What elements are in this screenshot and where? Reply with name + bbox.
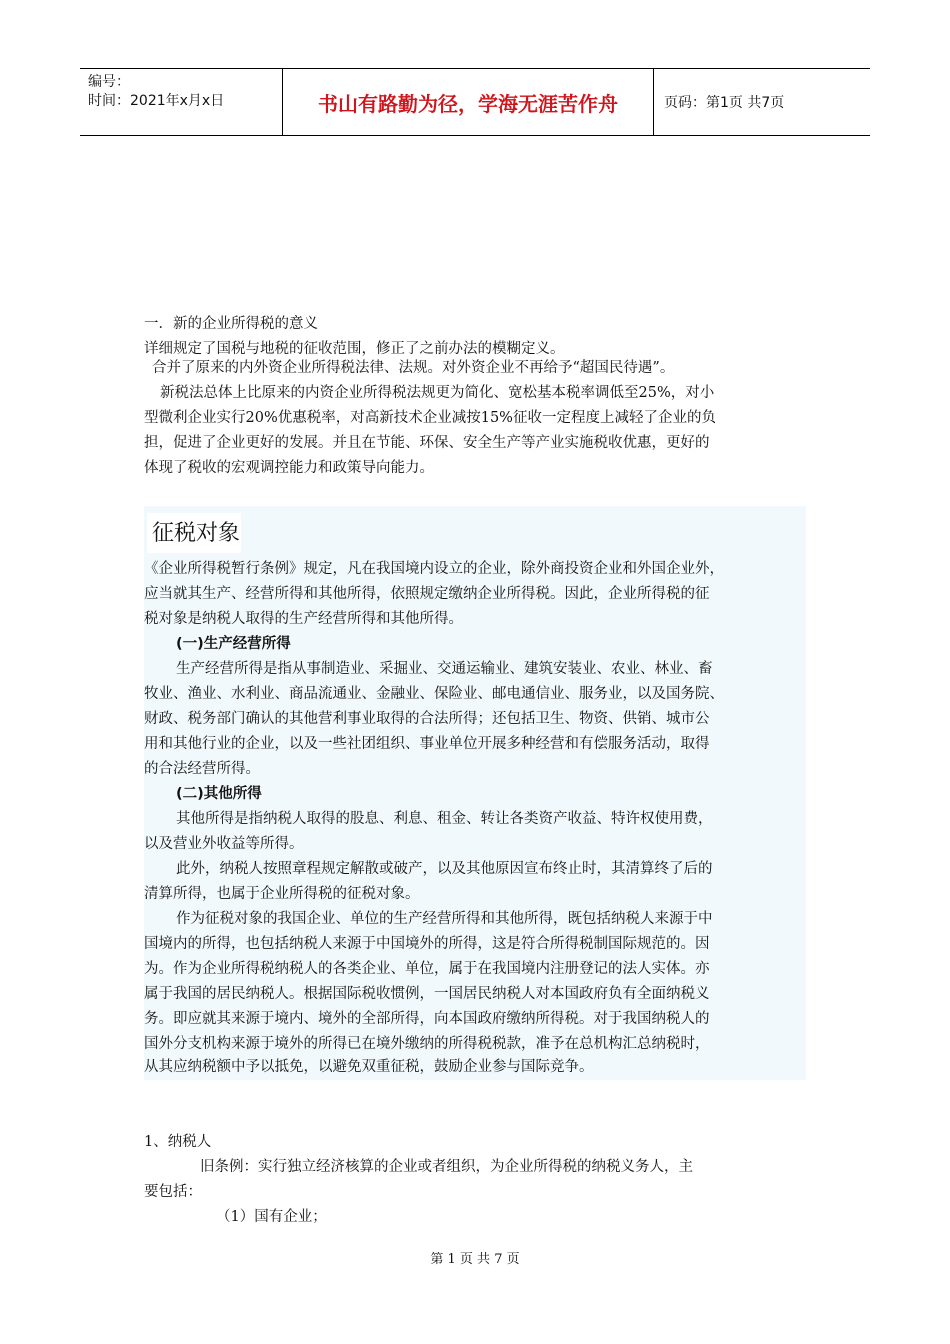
section-line: 生产经营所得是指从事制造业、采掘业、交通运输业、建筑安装业、农业、林业、畜 <box>176 661 713 677</box>
taxpayer-line: 要包括： <box>144 1184 202 1200</box>
intro-paragraph: 详细规定了国税与地税的征收范围，修正了之前办法的模糊定义。 <box>144 341 565 357</box>
section-line: 清算所得，也属于企业所得税的征税对象。 <box>144 886 420 902</box>
section-line: 作为征税对象的我国企业、单位的生产经营所得和其他所得，既包括纳税人来源于中 <box>176 911 713 927</box>
intro-paragraph: 新税法总体上比原来的内资企业所得税法规更为简化、宽松基本税率调低至25%，对小 <box>160 385 715 401</box>
section-line: 为。作为企业所得税纳税人的各类企业、单位，属于在我国境内注册登记的法人实体。亦 <box>144 961 710 977</box>
section-line: 以及营业外收益等所得。 <box>144 836 304 852</box>
section-line: 国外分支机构来源于境外的所得已在境外缴纳的所得税税款，准予在总机构汇总纳税时， <box>144 1036 710 1052</box>
subheading-business-income: (一)生产经营所得 <box>176 636 291 652</box>
document-date: 时间：2021年x月x日 <box>88 93 225 109</box>
intro-heading: 一．新的企业所得税的意义 <box>144 316 318 332</box>
header-motto: 书山有路勤为径，学海无涯苦作舟 <box>282 69 654 135</box>
intro-paragraph: 合并了原来的内外资企业所得税法律、法规。对外资企业不再给予“超国民待遇”。 <box>152 360 675 376</box>
section-line: 此外，纳税人按照章程规定解散或破产，以及其他原因宣布终止时，其清算终了后的 <box>176 861 713 877</box>
document-number-label: 编号： <box>88 74 130 90</box>
header-meta <box>80 69 282 135</box>
section-line: 财政、税务部门确认的其他营利事业取得的合法所得；还包括卫生、物资、供销、城市公 <box>144 711 710 727</box>
page-footer: 第 1 页 共 7 页 <box>430 1252 520 1267</box>
section-title: 征税对象 <box>152 521 241 546</box>
section-line: 用和其他行业的企业，以及一些社团组织、事业单位开展多种经营和有偿服务活动，取得 <box>144 736 710 752</box>
page-header <box>80 68 870 136</box>
taxpayer-heading: 1、纳税人 <box>144 1134 212 1150</box>
section-line: 属于我国的居民纳税人。根据国际税收惯例，一国居民纳税人对本国政府负有全面纳税义 <box>144 986 710 1002</box>
section-line: 的合法经营所得。 <box>144 761 260 777</box>
header-page-info: 页码：第1页 共7页 <box>664 95 785 111</box>
section-line: 其他所得是指纳税人取得的股息、利息、租金、转让各类资产收益、特许权使用费， <box>176 811 713 827</box>
section-line: 从其应纳税额中予以抵免，以避免双重征税，鼓励企业参与国际竞争。 <box>144 1059 594 1075</box>
intro-paragraph: 型微利企业实行20%优惠税率，对高新技术企业减按15%征收一定程度上减轻了企业的负 <box>144 410 716 426</box>
intro-paragraph: 担，促进了企业更好的发展。并且在节能、环保、安全生产等产业实施税收优惠，更好的 <box>144 435 710 451</box>
section-line: 务。即应就其来源于境内、境外的全部所得，向本国政府缴纳所得税。对于我国纳税人的 <box>144 1011 710 1027</box>
section-line: 应当就其生产、经营所得和其他所得，依照规定缴纳企业所得税。因此，企业所得税的征 <box>144 586 710 602</box>
intro-paragraph: 体现了税收的宏观调控能力和政策导向能力。 <box>144 460 434 476</box>
section-line: 国境内的所得，也包括纳税人来源于中国境外的所得，这是符合所得税制国际规范的。因 <box>144 936 710 952</box>
taxpayer-line: 旧条例：实行独立经济核算的企业或者组织，为企业所得税的纳税义务人，主 <box>200 1159 693 1175</box>
section-line: 《企业所得税暂行条例》规定，凡在我国境内设立的企业，除外商投资企业和外国企业外， <box>144 561 724 577</box>
section-line: 税对象是纳税人取得的生产经营所得和其他所得。 <box>144 611 463 627</box>
section-line: 牧业、渔业、水利业、商品流通业、金融业、保险业、邮电通信业、服务业，以及国务院、 <box>144 686 724 702</box>
taxpayer-item: （1）国有企业； <box>216 1209 327 1225</box>
subheading-other-income: (二)其他所得 <box>176 786 262 802</box>
